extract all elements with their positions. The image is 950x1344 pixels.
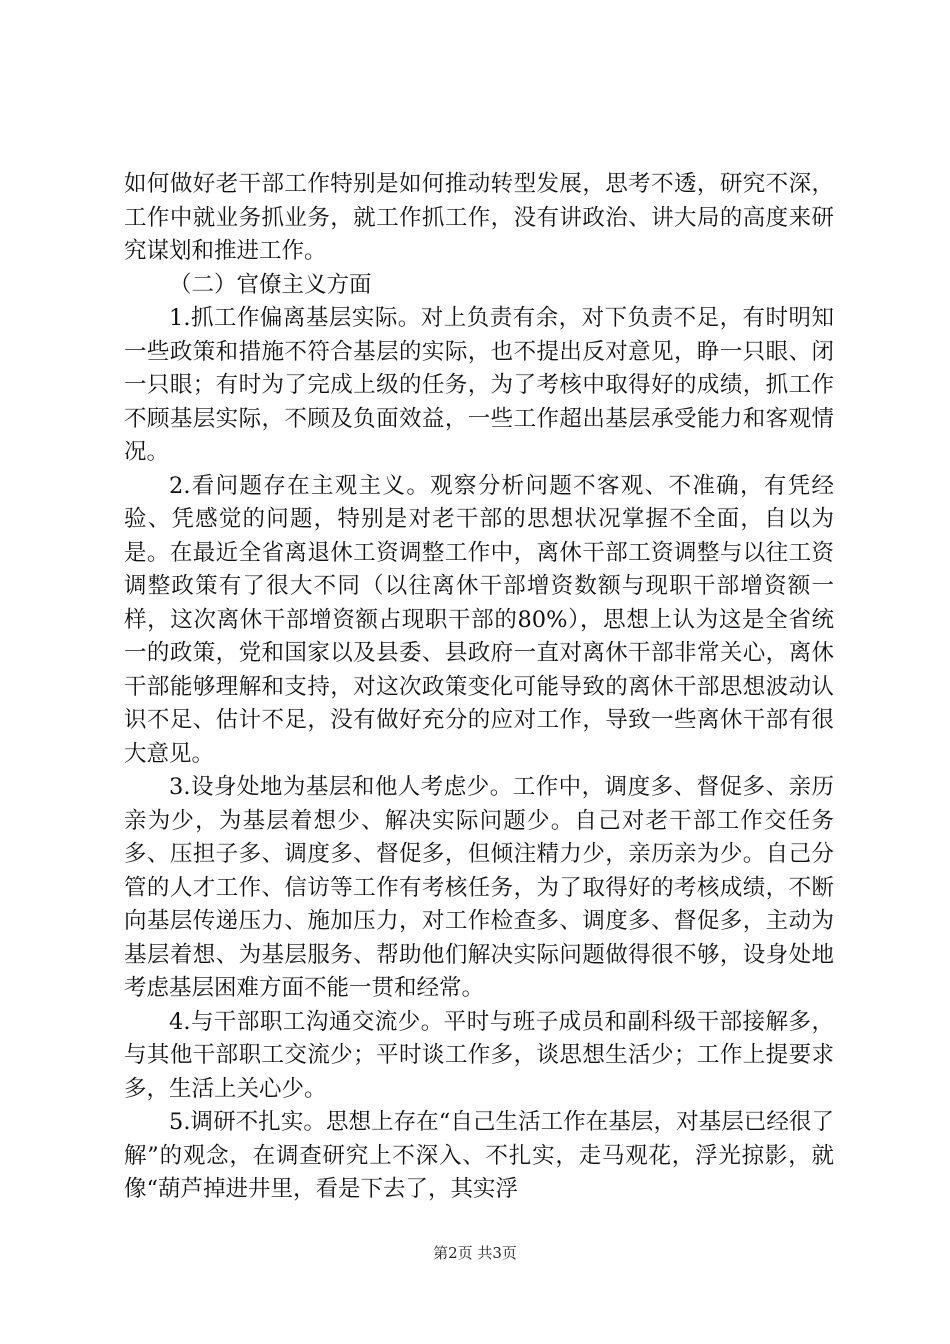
page-number-footer: 第2页 共3页	[433, 1244, 517, 1262]
paragraph-item-1: 1.抓工作偏离基层实际。对上负责有余，对下负责不足，有时明知一些政策和措施不符合基层的实际，也不提出反对意见，睁一只眼、闭一只眼；有时为了完成上级的任务，为了考核中取得好的成绩，抓工作不顾基层实际，不顾及负面效益，一些工作超出基层承受能力和客观情况。	[124, 305, 834, 465]
paragraph-item-5: 5.调研不扎实。思想上存在“自己生活工作在基层，对基层已经很了解”的观念，在调查研究上不深入、不扎实，走马观花，浮光掠影，就像“葫芦掉进井里，看是下去了，其实浮	[124, 1109, 834, 1202]
paragraph-item-3: 3.设身处地为基层和他人考虑少。工作中，调度多、督促多、亲历亲为少，为基层着想少、解决实际问题少。自己对老干部工作交任务多、压担子多、调度多、督促多，但倾注精力少，亲历亲为少。自己分管的人才工作、信访等工作有考核任务，为了取得好的考核成绩，不断向基层传递压力、施加压力，对工作检查多、调度多、督促多，主动为基层着想、为基层服务、帮助他们解决实际问题做得很不够，设身处地考虑基层困难方面不能一贯和经常。	[124, 774, 834, 1001]
paragraph-continuation: 如何做好老干部工作特别是如何推动转型发展，思考不透，研究不深，工作中就业务抓业务，就工作抓工作，没有讲政治、讲大局的高度来研究谋划和推进工作。	[124, 171, 834, 264]
paragraph-item-4: 4.与干部职工沟通交流少。平时与班子成员和副科级干部接解多，与其他干部职工交流少；平时谈工作多，谈思想生活少；工作上提要求多，生活上关心少。	[124, 1008, 834, 1102]
section-heading: （二）官僚主义方面	[169, 271, 372, 298]
paragraph-item-2: 2.看问题存在主观主义。观察分析问题不客观、不准确，有凭经验、凭感觉的问题，特别是对老干部的思想状况掌握不全面，自以为是。在最近全省离退休工资调整工作中，离休干部工资调整与以往工资调整政策有了很大不同（以往离休干部增资数额与现职干部增资额一样，这次离休干部增资额占现职干部的80%），思想上认为这是全省统一的政策，党和国家以及县委、县政府一直对离休干部非常关心，离休干部能够理解和支持，对这次政策变化可能导致的离休干部思想波动认识不足、估计不足，没有做好充分的应对工作，导致一些离休干部有很大意见。	[124, 472, 834, 767]
document-body	[124, 168, 834, 1207]
